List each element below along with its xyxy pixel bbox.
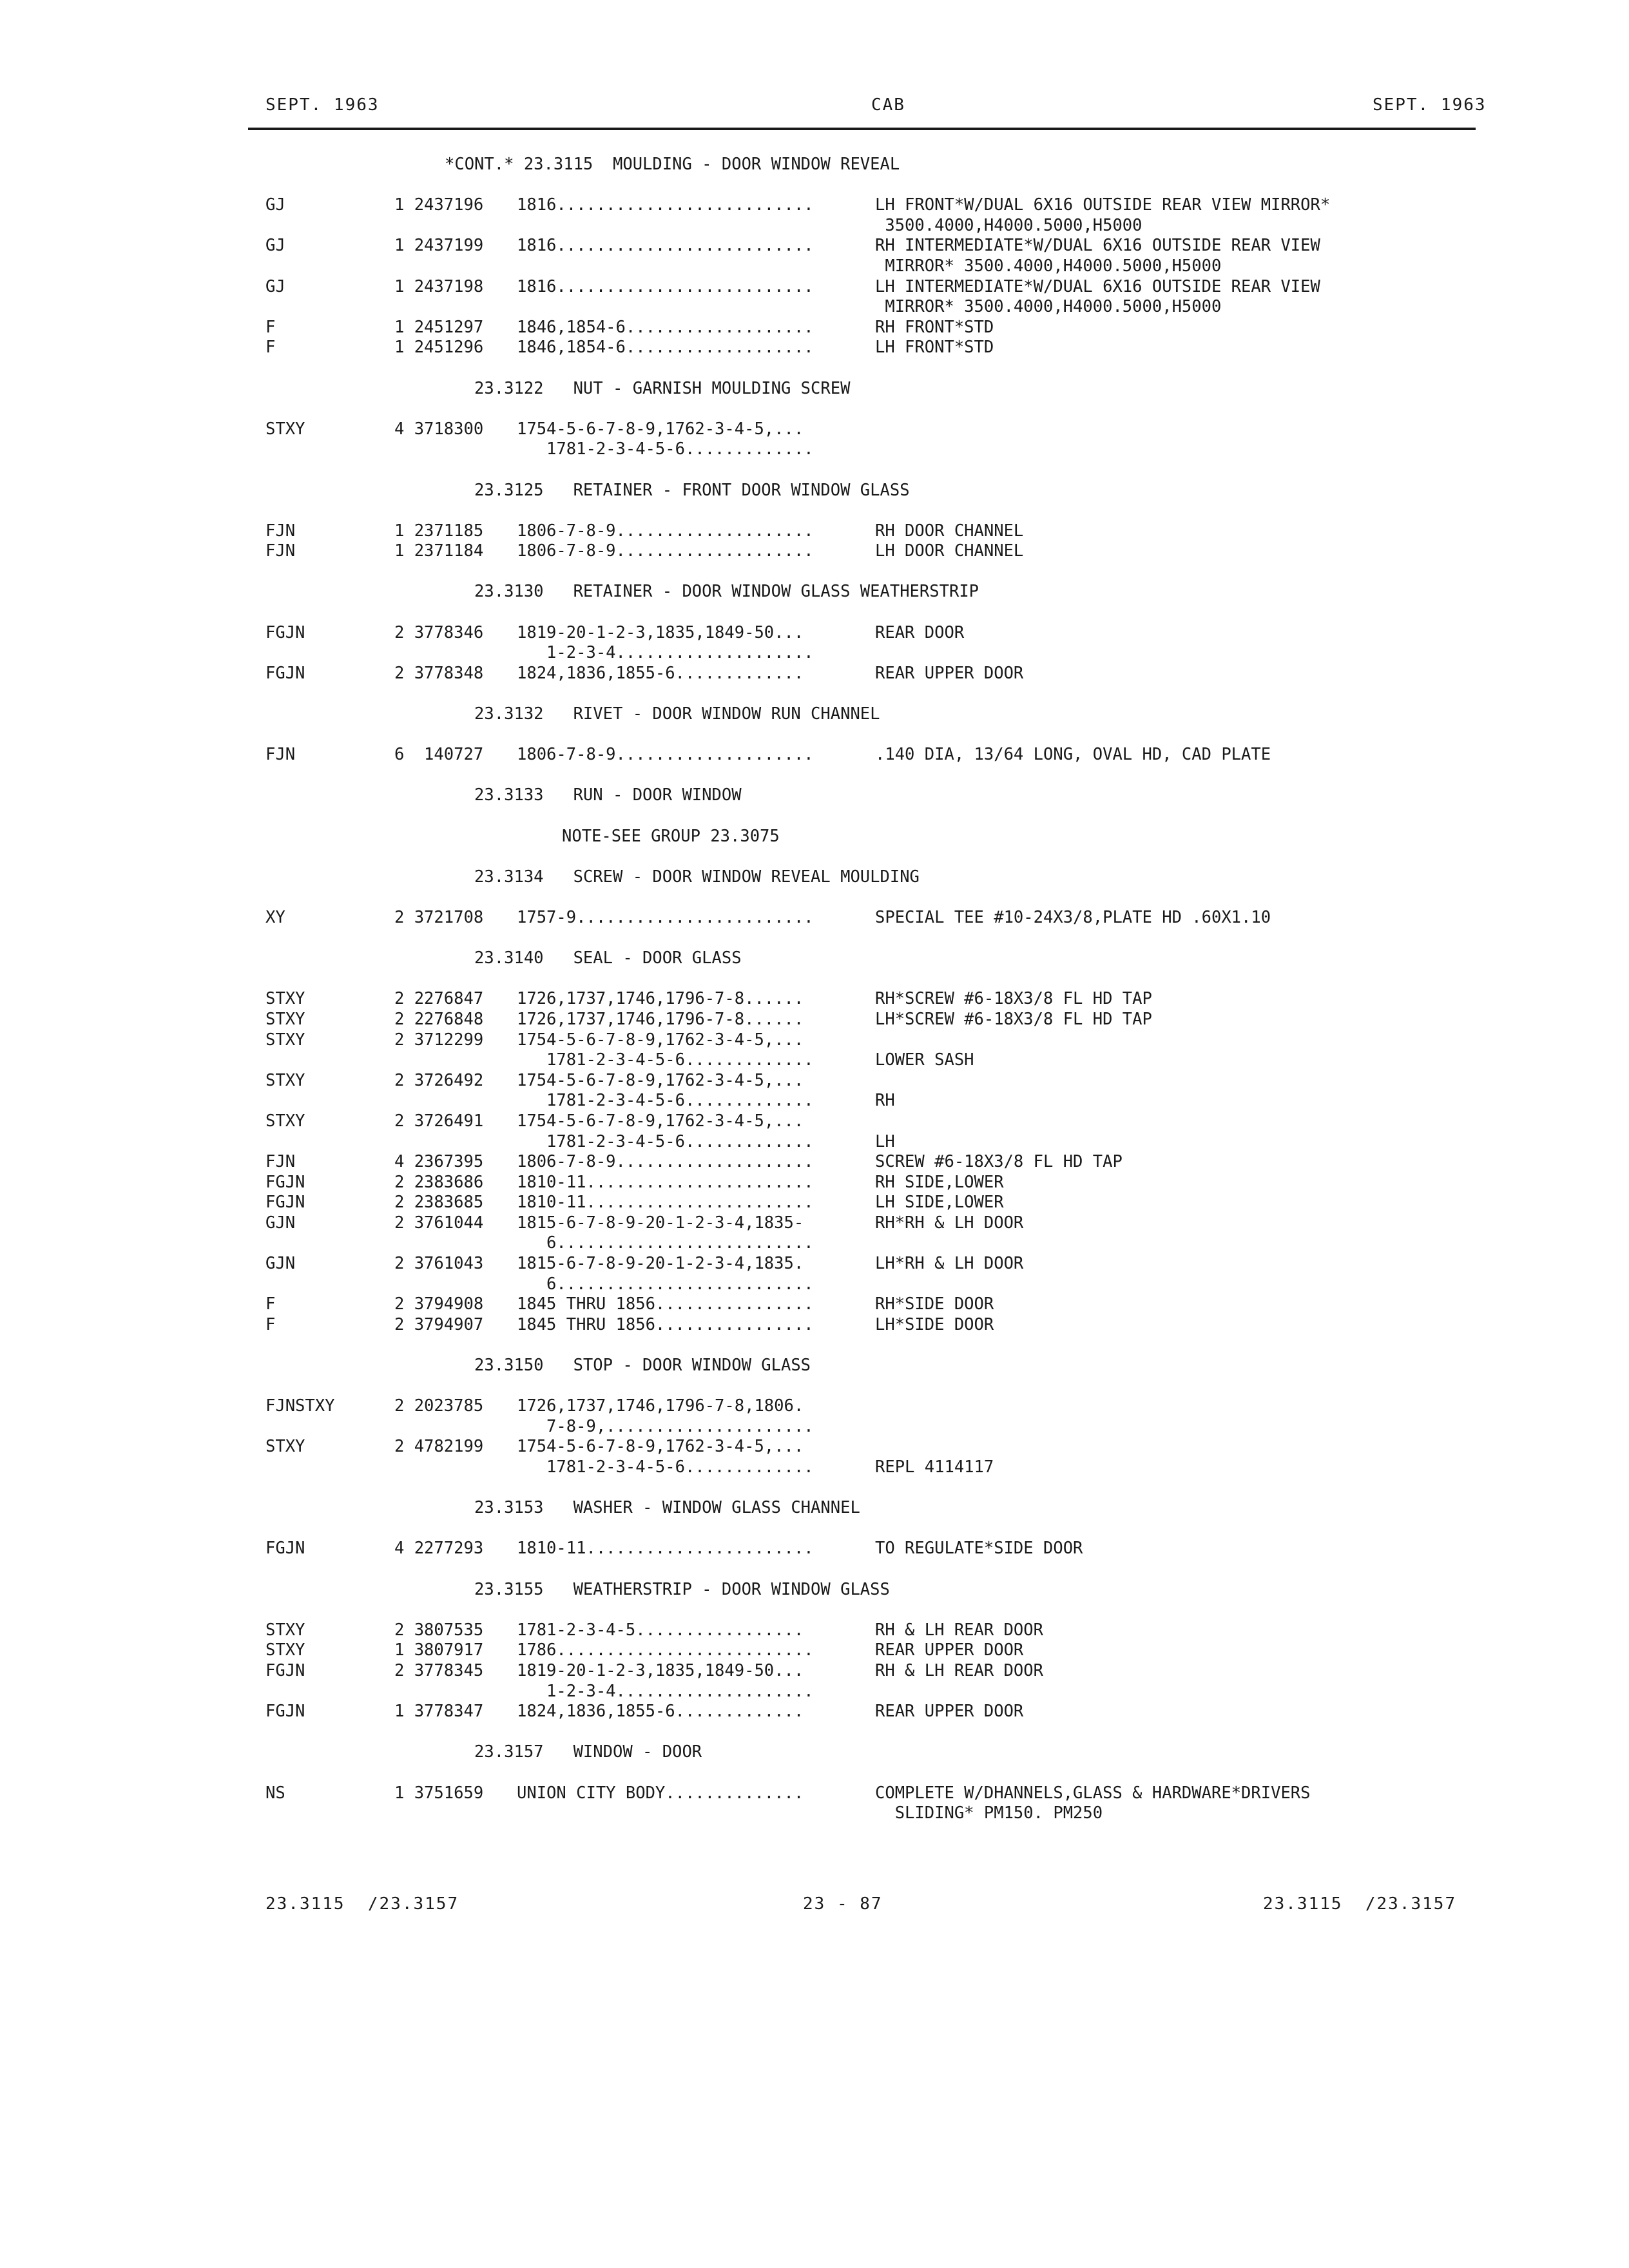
model-code: F [265,317,276,337]
group-heading [0,948,1629,969]
part-description: RH & LH REAR DOOR [875,1620,1043,1640]
part-row [0,1152,1629,1173]
part-row [0,1091,1629,1111]
part-description: 3500.4000,H4000.5000,H5000 [875,215,1142,235]
part-row [0,1050,1629,1071]
blank-line [0,175,1629,196]
qty-part-number: 2 2383686 [394,1172,484,1192]
qty-part-number: 2 2383685 [394,1193,484,1213]
part-row [0,1539,1629,1559]
model-code: F [265,1294,276,1314]
part-description: RH*RH & LH DOOR [875,1213,1024,1233]
model-years: 6.......................... [517,1233,814,1253]
model-code: FGJN [265,1539,305,1559]
part-description: LH FRONT*W/DUAL 6X16 OUTSIDE REAR VIEW MIRROR* [875,195,1331,215]
model-years: 1824,1836,1855-6............. [517,663,804,683]
model-code: FGJN [265,663,305,683]
model-years: 1754-5-6-7-8-9,1762-3-4-5,... [517,1111,804,1131]
part-description: REAR UPPER DOOR [875,1702,1024,1722]
model-years: 1806-7-8-9.................... [517,541,814,561]
blank-line [0,725,1629,745]
part-description: RH [875,1091,895,1111]
model-code: STXY [265,1070,305,1090]
part-description: LH [875,1131,895,1151]
model-code: XY [265,907,285,927]
model-code: FGJN [265,622,305,642]
part-row [0,1783,1629,1804]
blank-line [0,562,1629,582]
model-years: 1757-9........................ [517,907,814,927]
model-years: 1810-11....................... [517,1539,814,1559]
part-row [0,1193,1629,1213]
group-heading [0,867,1629,888]
blank-line [0,399,1629,419]
model-code: FJN [265,521,296,541]
part-description: MIRROR* 3500.4000,H4000.5000,H5000 [875,256,1222,276]
qty-part-number: 1 2437198 [394,276,484,296]
blank-line [0,1559,1629,1580]
part-description: LH FRONT*STD [875,338,994,358]
group-heading-text: 23.3134 SCREW - DOOR WINDOW REVEAL MOULDING [445,867,920,887]
part-row [0,1010,1629,1030]
model-code: FGJN [265,1702,305,1722]
model-code: F [265,338,276,358]
group-heading-text: 23.3155 WEATHERSTRIP - DOOR WINDOW GLASS [445,1579,890,1599]
part-description: LH SIDE,LOWER [875,1193,1004,1213]
group-heading-text: 23.3140 SEAL - DOOR GLASS [445,948,742,968]
note-line [0,827,1629,847]
model-years: 1815-6-7-8-9-20-1-2-3-4,1835- [517,1213,804,1233]
header-date-right: SEPT. 1963 [1373,95,1487,115]
model-years: 1816.......................... [517,276,814,296]
part-description: LH DOOR CHANNEL [875,541,1024,561]
part-row [0,1274,1629,1295]
qty-part-number: 1 2371185 [394,521,484,541]
blank-line [0,1478,1629,1499]
part-row [0,318,1629,338]
model-years: 1726,1737,1746,1796-7-8...... [517,1009,804,1029]
model-years: 1806-7-8-9.................... [517,745,814,765]
model-code: GJN [265,1213,296,1233]
qty-part-number: 6 140727 [394,745,484,765]
qty-part-number: 1 3807917 [394,1640,484,1660]
qty-part-number: 2 3761043 [394,1254,484,1274]
part-description: REAR UPPER DOOR [875,663,1024,683]
part-description: REPL 4114117 [875,1457,994,1477]
group-heading-text: 23.3133 RUN - DOOR WINDOW [445,785,742,805]
part-row [0,195,1629,216]
group-heading-text: 23.3153 WASHER - WINDOW GLASS CHANNEL [445,1498,860,1518]
part-row [0,256,1629,277]
part-description: LH*RH & LH DOOR [875,1254,1024,1274]
blank-line [0,501,1629,521]
qty-part-number: 2 2276847 [394,989,484,1009]
part-row [0,1682,1629,1702]
part-row [0,277,1629,298]
group-heading [0,1580,1629,1600]
parts-listing [0,155,1629,1824]
part-description: RH & LH REAR DOOR [875,1660,1043,1680]
qty-part-number: 2 4782199 [394,1437,484,1457]
blank-line [0,887,1629,908]
part-row [0,908,1629,928]
model-years: 1754-5-6-7-8-9,1762-3-4-5,... [517,1070,804,1090]
qty-part-number: 2 3794907 [394,1314,484,1334]
part-description: SPECIAL TEE #10-24X3/8,PLATE HD .60X1.10 [875,907,1271,927]
part-row [0,1661,1629,1682]
model-years: 1781-2-3-4-5-6............. [517,1131,814,1151]
model-years: 1781-2-3-4-5................. [517,1620,804,1640]
part-row [0,664,1629,684]
part-row [0,1702,1629,1722]
model-years: 1819-20-1-2-3,1835,1849-50... [517,1660,804,1680]
model-code: FJN [265,1152,296,1172]
qty-part-number: 1 2451296 [394,338,484,358]
model-code: STXY [265,989,305,1009]
model-code: STXY [265,419,305,439]
qty-part-number: 1 2437199 [394,236,484,256]
part-description: RH INTERMEDIATE*W/DUAL 6X16 OUTSIDE REAR VIEW [875,236,1320,256]
part-row [0,297,1629,318]
blank-line [0,602,1629,623]
blank-line [0,1335,1629,1356]
group-heading-text: *CONT.* 23.3115 MOULDING - DOOR WINDOW REVEAL [445,155,900,174]
blank-line [0,684,1629,704]
part-row [0,989,1629,1010]
group-heading [0,582,1629,602]
part-row [0,1457,1629,1478]
part-row [0,1417,1629,1437]
footer-page-number: 23 - 87 [803,1894,883,1914]
model-code: FJNSTXY [265,1396,335,1416]
group-heading [0,1742,1629,1763]
part-description: SLIDING* PM150. PM250 [875,1803,1103,1823]
model-years: 1786.......................... [517,1640,814,1660]
part-row [0,1803,1629,1824]
model-years: 1754-5-6-7-8-9,1762-3-4-5,... [517,1030,804,1050]
part-row [0,1071,1629,1091]
model-years: 1754-5-6-7-8-9,1762-3-4-5,... [517,419,804,439]
part-row [0,1111,1629,1132]
group-heading-text: 23.3157 WINDOW - DOOR [445,1742,702,1762]
group-heading-text: 23.3132 RIVET - DOOR WINDOW RUN CHANNEL [445,704,880,724]
part-description: RH DOOR CHANNEL [875,521,1024,541]
blank-line [0,1600,1629,1620]
model-years: 1-2-3-4.................... [517,643,814,663]
part-row [0,1315,1629,1336]
part-row [0,1294,1629,1315]
part-description: RH*SCREW #6-18X3/8 FL HD TAP [875,989,1152,1009]
qty-part-number: 2 2023785 [394,1396,484,1416]
part-row [0,236,1629,256]
qty-part-number: 2 3794908 [394,1294,484,1314]
model-code: STXY [265,1640,305,1660]
part-description: LH*SIDE DOOR [875,1314,994,1334]
model-code: GJ [265,276,285,296]
model-code: FJN [265,541,296,561]
group-heading [0,704,1629,725]
blank-line [0,1519,1629,1539]
qty-part-number: 2 3778348 [394,663,484,683]
part-description: SCREW #6-18X3/8 FL HD TAP [875,1152,1123,1172]
part-row [0,216,1629,236]
blank-line [0,1763,1629,1783]
blank-line [0,765,1629,786]
model-years: 1726,1737,1746,1796-7-8...... [517,989,804,1009]
group-heading-text: 23.3122 NUT - GARNISH MOULDING SCREW [445,378,851,398]
part-description: .140 DIA, 13/64 LONG, OVAL HD, CAD PLATE [875,745,1271,765]
part-description: RH*SIDE DOOR [875,1294,994,1314]
qty-part-number: 2 3778346 [394,622,484,642]
qty-part-number: 1 2437196 [394,195,484,215]
part-description: LH INTERMEDIATE*W/DUAL 6X16 OUTSIDE REAR VIEW [875,276,1320,296]
model-code: FGJN [265,1660,305,1680]
model-years: 1781-2-3-4-5-6............. [517,1457,814,1477]
part-row [0,1233,1629,1254]
header-date-left: SEPT. 1963 [265,95,380,115]
model-years: 1754-5-6-7-8-9,1762-3-4-5,... [517,1437,804,1457]
part-row [0,623,1629,644]
model-years: 1815-6-7-8-9-20-1-2-3-4,1835. [517,1254,804,1274]
group-heading-text: 23.3130 RETAINER - DOOR WINDOW GLASS WEATHERSTRIP [445,582,979,602]
model-years: 1806-7-8-9.................... [517,1152,814,1172]
footer-range-left: 23.3115 /23.3157 [265,1894,459,1914]
part-row [0,338,1629,358]
model-years: 7-8-9,..................... [517,1416,814,1436]
model-years: 1781-2-3-4-5-6............. [517,1050,814,1070]
part-row [0,1213,1629,1234]
qty-part-number: 2 3807535 [394,1620,484,1640]
blank-line [0,847,1629,867]
model-code: GJN [265,1254,296,1274]
part-description: TO REGULATE*SIDE DOOR [875,1539,1083,1559]
part-description: REAR UPPER DOOR [875,1640,1024,1660]
model-code: F [265,1314,276,1334]
group-heading [0,379,1629,399]
model-years: UNION CITY BODY.............. [517,1783,804,1803]
model-years: 1726,1737,1746,1796-7-8,1806. [517,1396,804,1416]
part-description: MIRROR* 3500.4000,H4000.5000,H5000 [875,297,1222,317]
part-row [0,1396,1629,1417]
part-row [0,1254,1629,1274]
part-description: RH SIDE,LOWER [875,1172,1004,1192]
model-years: 6.......................... [517,1274,814,1294]
part-description: RH FRONT*STD [875,317,994,337]
blank-line [0,1376,1629,1397]
group-heading [0,481,1629,501]
blank-line [0,358,1629,379]
part-row [0,643,1629,664]
qty-part-number: 2 3721708 [394,907,484,927]
group-heading-text: 23.3125 RETAINER - FRONT DOOR WINDOW GLASS [445,480,910,500]
qty-part-number: 4 3718300 [394,419,484,439]
model-code: STXY [265,1030,305,1050]
part-row [0,1173,1629,1193]
qty-part-number: 2 3726492 [394,1070,484,1090]
blank-line [0,460,1629,481]
header-section-title: CAB [871,95,905,115]
group-heading [0,155,1629,175]
model-code: GJ [265,195,285,215]
qty-part-number: 4 2367395 [394,1152,484,1172]
qty-part-number: 2 3726491 [394,1111,484,1131]
part-row [0,1132,1629,1153]
blank-line [0,1722,1629,1743]
model-code: STXY [265,1437,305,1457]
part-description: REAR DOOR [875,622,965,642]
part-row [0,1640,1629,1661]
model-years: 1781-2-3-4-5-6............. [517,439,814,459]
model-years: 1781-2-3-4-5-6............. [517,1091,814,1111]
blank-line [0,806,1629,827]
model-code: FGJN [265,1193,305,1213]
header-rule [248,128,1476,130]
model-years: 1846,1854-6................... [517,317,814,337]
part-row [0,419,1629,440]
part-row [0,1437,1629,1457]
model-years: 1846,1854-6................... [517,338,814,358]
model-years: 1845 THRU 1856................ [517,1294,814,1314]
model-code: FGJN [265,1172,305,1192]
model-years: 1810-11....................... [517,1193,814,1213]
model-code: GJ [265,236,285,256]
model-code: FJN [265,745,296,765]
model-years: 1816.......................... [517,195,814,215]
blank-line [0,969,1629,990]
qty-part-number: 4 2277293 [394,1539,484,1559]
qty-part-number: 1 2371184 [394,541,484,561]
blank-line [0,928,1629,949]
part-row [0,521,1629,542]
part-description: COMPLETE W/DHANNELS,GLASS & HARDWARE*DRIVERS [875,1783,1311,1803]
model-years: 1819-20-1-2-3,1835,1849-50... [517,622,804,642]
model-years: 1810-11....................... [517,1172,814,1192]
model-years: 1806-7-8-9.................... [517,521,814,541]
qty-part-number: 1 3751659 [394,1783,484,1803]
qty-part-number: 2 2276848 [394,1009,484,1029]
model-code: STXY [265,1009,305,1029]
model-years: 1845 THRU 1856................ [517,1314,814,1334]
qty-part-number: 2 3761044 [394,1213,484,1233]
model-years: 1816.......................... [517,236,814,256]
group-heading-text: 23.3150 STOP - DOOR WINDOW GLASS [445,1356,811,1376]
part-description: LOWER SASH [875,1050,974,1070]
group-heading [0,1498,1629,1519]
model-years: 1824,1836,1855-6............. [517,1702,804,1722]
group-heading [0,785,1629,806]
note-text: NOTE-SEE GROUP 23.3075 [562,826,780,846]
qty-part-number: 2 3778345 [394,1660,484,1680]
model-code: STXY [265,1620,305,1640]
part-row [0,745,1629,765]
model-code: STXY [265,1111,305,1131]
part-row [0,1620,1629,1641]
model-years: 1-2-3-4.................... [517,1681,814,1701]
qty-part-number: 2 3712299 [394,1030,484,1050]
part-row [0,1030,1629,1051]
part-row [0,541,1629,562]
footer-range-right: 23.3115 /23.3157 [1263,1894,1457,1914]
part-row [0,439,1629,460]
qty-part-number: 1 3778347 [394,1702,484,1722]
qty-part-number: 1 2451297 [394,317,484,337]
part-description: LH*SCREW #6-18X3/8 FL HD TAP [875,1009,1152,1029]
model-code: NS [265,1783,285,1803]
group-heading [0,1356,1629,1376]
